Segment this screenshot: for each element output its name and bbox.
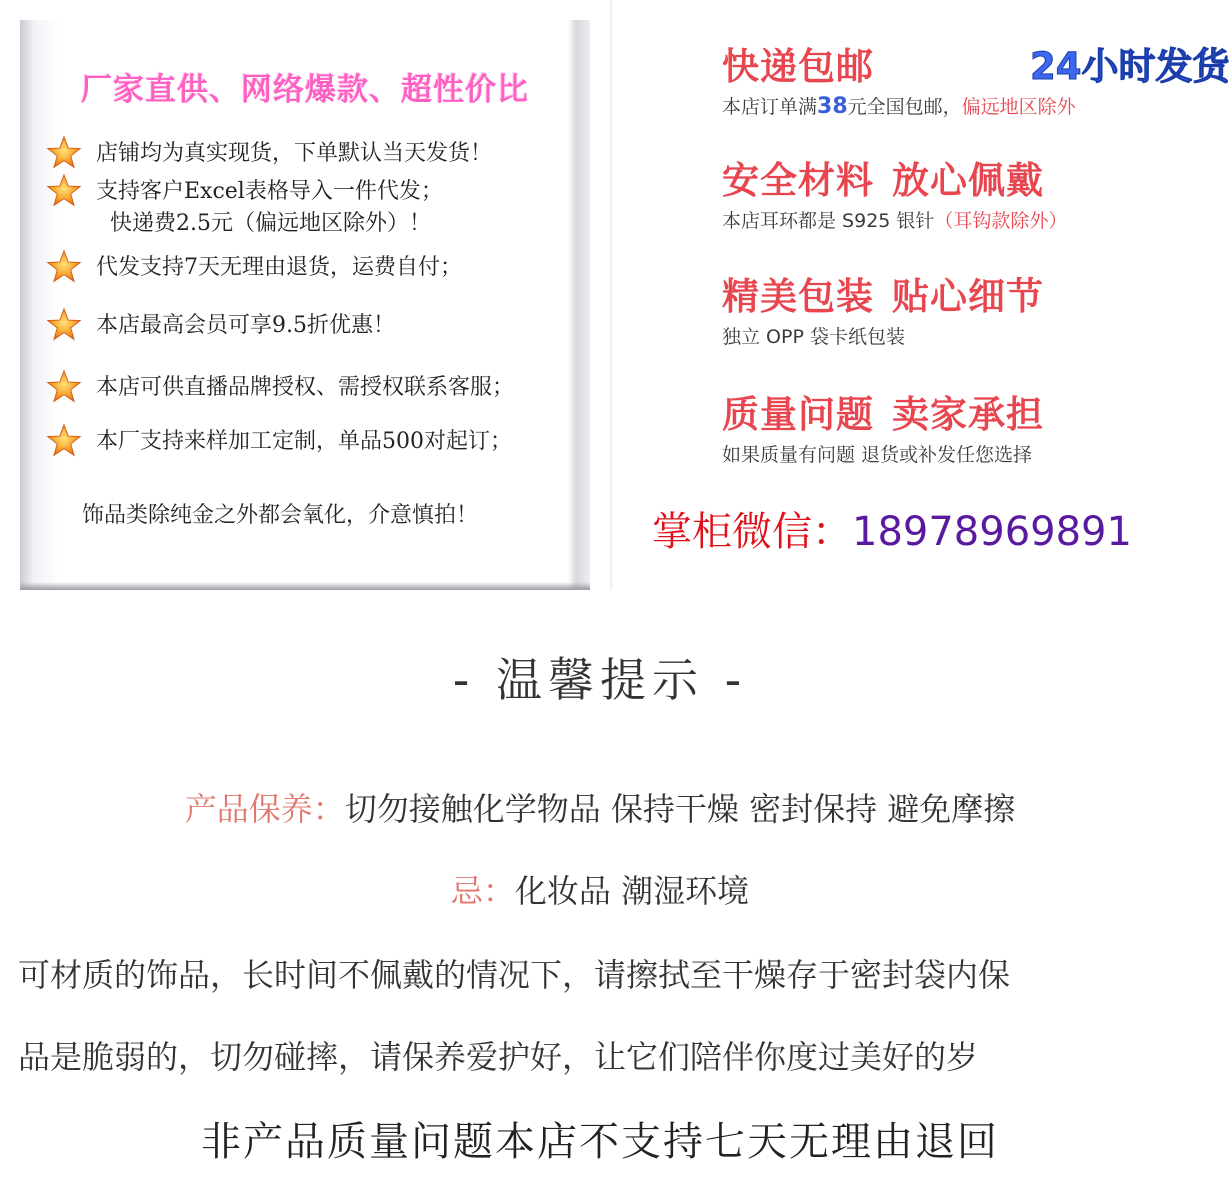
feature-item [46,138,492,171]
feature-text: 本厂支持来样加工定制，单品500对起订； [96,429,512,454]
benefit-block-quality [722,384,1044,467]
subline-exception: （耳钩款除外） [934,210,1068,232]
subline-text: 元全国包邮， [847,96,962,118]
feature-text: 支持客户Excel表格导入一件代发； [96,179,443,204]
headline-text: 放心佩戴 [892,159,1044,202]
benefit-block-shipping [722,36,1230,119]
benefit-subline [722,322,1044,349]
left-panel-title: 厂家直供、网络爆款、超性价比 [81,72,529,108]
benefit-block-packaging [722,266,1044,349]
wechat-label: 掌柜微信： [652,509,852,555]
wechat-number: 18978969891 [852,509,1132,555]
headline-text: 质量问题 [722,393,874,436]
return-policy-notice: 非产品质量问题本店不支持七天无理由退回 [201,1119,999,1165]
benefit-subline [722,440,1044,467]
star-icon [46,307,82,343]
star-icon [46,135,82,171]
feature-text: 本店最高会员可享9.5折优惠！ [96,313,395,338]
headline-text: 卖家承担 [892,393,1044,436]
right-panel [610,0,1230,590]
avoid-label: 忌： [450,872,515,910]
benefit-headline [722,150,1067,204]
star-icon [46,369,82,405]
benefit-block-material [722,150,1067,233]
oxidation-note: 饰品类除纯金之外都会氧化，介意慎拍！ [82,503,479,528]
free-shipping-threshold: 38 [817,94,848,119]
handling-advice: 品是脆弱的，切勿碰摔，请保养爱护好，让它们陪伴你度过美好的岁 [18,1038,979,1076]
24h-shipping-badge: 24小时发货 [1030,45,1230,88]
subline-text: 独立 OPP 袋卡纸包装 [722,326,905,348]
headline-text: 安全材料 [722,159,874,202]
subline-text: 本店耳环都是 S925 银针 [722,210,935,232]
avoid-text: 化妆品 潮湿环境 [514,872,750,910]
star-icon [46,423,82,459]
star-icon [46,249,82,285]
storage-advice: 可材质的饰品，长时间不佩戴的情况下，请擦拭至干燥存于密封袋内保 [18,956,1011,994]
headline-text: 贴心细节 [892,275,1044,318]
subline-text: 如果质量有问题 退货或补发任您选择 [722,444,1033,466]
care-label: 产品保养： [184,790,345,828]
feature-item [46,310,395,343]
benefit-subline [722,206,1067,233]
feature-item [46,176,443,240]
feature-item [46,372,514,405]
feature-text-line2: 快递费2.5元（偏远地区除外）！ [110,211,431,236]
benefit-headline [722,384,1044,438]
feature-item [46,426,512,459]
benefit-headline [722,36,1076,90]
wechat-contact [652,500,1132,557]
care-text: 切勿接触化学物品 保持干燥 密封保持 避免摩擦 [344,790,1016,828]
feature-text: 店铺均为真实现货，下单默认当天发货！ [96,141,493,166]
subline-exception: 偏远地区除外 [961,96,1076,118]
benefit-subline [722,92,1076,119]
subline-text: 本店订单满 [722,96,818,118]
feature-text: 代发支持7天无理由退货，运费自付； [96,255,462,280]
headline-text: 精美包装 [722,275,874,318]
tips-title: - 温馨提示 - [452,653,748,707]
benefit-headline [722,266,1044,320]
headline-text: 快递包邮 [722,45,874,88]
feature-item [46,252,462,285]
avoid-instruction [0,866,1200,912]
care-instruction [0,784,1200,830]
star-icon [46,173,82,209]
feature-text: 本店可供直播品牌授权、需授权联系客服； [96,375,515,400]
left-panel [20,20,590,590]
